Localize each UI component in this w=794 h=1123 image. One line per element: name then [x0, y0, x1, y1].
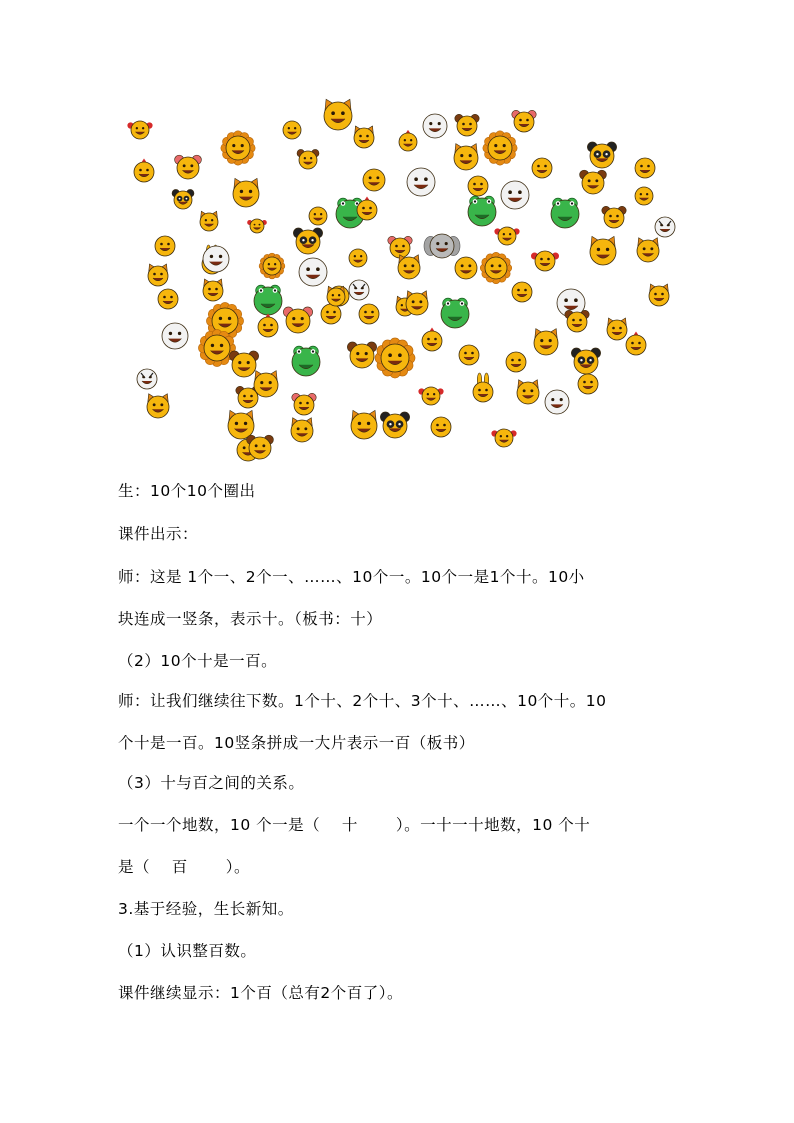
giraffe-icon [327, 286, 345, 306]
pig-icon [512, 110, 536, 132]
giraffe-icon [203, 279, 223, 301]
smiley-icon [155, 236, 175, 256]
text-line-2: 课件出示： [118, 525, 199, 543]
lion-icon [480, 252, 511, 283]
pig-icon [283, 307, 312, 333]
smiley-icon [309, 207, 327, 225]
chick-icon [422, 328, 442, 352]
smiley-icon [468, 176, 488, 196]
text-line-4: 块连成一竖条，表示十。（板书：十） [118, 610, 383, 628]
panda-icon [380, 412, 409, 438]
sheep-icon [501, 181, 529, 209]
cat-icon [398, 255, 420, 279]
crab-icon [531, 251, 559, 271]
sheep-icon [545, 390, 569, 414]
smiley-icon [283, 121, 301, 139]
text-line-10: 是（ 百 ）。 [118, 858, 250, 876]
cat-icon [607, 318, 627, 340]
crab-icon [418, 387, 443, 405]
smiley-icon [158, 289, 178, 309]
dog-icon [454, 144, 478, 170]
smiley-icon [431, 417, 451, 437]
zebra-icon [137, 369, 157, 389]
rabbit-icon [473, 373, 493, 402]
frog-icon [468, 196, 496, 226]
text-line-11: 3.基于经验，生长新知。 [118, 900, 294, 918]
sheep-icon [299, 258, 327, 286]
text-line-6: 师：让我们继续往下数。1个十、2个十、3个十、……、10个十。10 [118, 692, 607, 710]
cat-icon [233, 178, 259, 207]
crab-icon [127, 121, 152, 139]
text-line-7: 个十是一百。10竖条拼成一大片表示一百（板书） [118, 734, 475, 752]
pig-icon [292, 393, 316, 415]
zebra-icon [655, 217, 675, 237]
chick-icon [626, 332, 646, 356]
smiley-icon [455, 257, 477, 279]
elephant-icon [424, 234, 460, 258]
text-line-13: 课件继续显示：1个百（总有2个百了）。 [118, 984, 403, 1002]
smiley-icon [349, 249, 367, 267]
smiley-icon [363, 169, 385, 191]
text-line-8: （3）十与百之间的关系。 [118, 774, 305, 792]
cat-icon [534, 329, 558, 355]
smiley-icon [506, 352, 526, 372]
crab-icon [494, 227, 519, 245]
cat-icon [406, 291, 428, 315]
giraffe-icon [354, 126, 374, 148]
giraffe-icon [148, 264, 168, 286]
frog-icon [254, 285, 282, 315]
panda-icon [293, 228, 322, 254]
sheep-icon [423, 114, 447, 138]
sheep-icon [203, 246, 229, 272]
panda-icon [172, 189, 194, 209]
cat-icon [351, 410, 377, 439]
cat-icon [517, 380, 539, 404]
text-line-9: 一个一个地数，10 个一是（ 十 ）。一十一十地数，10 个十 [118, 816, 591, 834]
frog-icon [551, 198, 579, 228]
lion-icon [259, 253, 285, 279]
monkey-icon [565, 310, 589, 332]
cat-icon [649, 284, 669, 306]
cat-icon [291, 418, 313, 442]
smiley-icon [635, 158, 655, 178]
cat-icon [228, 410, 254, 439]
cat-icon [590, 236, 616, 265]
smiley-icon [578, 374, 598, 394]
monkey-icon [229, 351, 258, 377]
crab-icon [247, 219, 267, 233]
animal-emoji-illustration [118, 96, 684, 468]
chick-icon [399, 130, 417, 151]
smiley-icon [359, 304, 379, 324]
zebra-icon [349, 280, 369, 300]
lion-icon [221, 131, 255, 165]
crab-icon [491, 429, 516, 447]
mouse-icon [347, 342, 376, 368]
chick-icon [134, 159, 154, 183]
sheep-icon [162, 323, 188, 349]
giraffe-icon [200, 211, 218, 231]
frog-icon [441, 298, 469, 328]
panda-icon [587, 142, 616, 168]
text-line-3: 师：这是 1个一、2个一、……、10个一。10个一是1个十。10小 [118, 568, 585, 586]
lion-icon [375, 338, 415, 378]
text-line-12: （1）认识整百数。 [118, 942, 257, 960]
smiley-icon [512, 282, 532, 302]
cat-icon [324, 99, 352, 130]
text-line-5: （2）10个十是一百。 [118, 652, 278, 670]
smiley-icon [459, 345, 479, 365]
mouse-icon [297, 149, 319, 169]
mouse-icon [455, 114, 479, 136]
smiley-icon [532, 158, 552, 178]
frog-icon [292, 346, 320, 376]
mouse-icon [580, 170, 607, 194]
smiley-icon [635, 187, 653, 205]
panda-icon [571, 348, 600, 374]
pig-icon [175, 155, 202, 179]
text-line-1: 生：10个10个圈出 [118, 482, 256, 500]
lion-icon [483, 131, 517, 165]
mouse-icon [602, 206, 626, 228]
chick-icon [258, 314, 278, 338]
cat-icon [254, 371, 278, 397]
dog-icon [147, 394, 169, 418]
dog-icon [637, 238, 659, 262]
sheep-icon [407, 168, 435, 196]
